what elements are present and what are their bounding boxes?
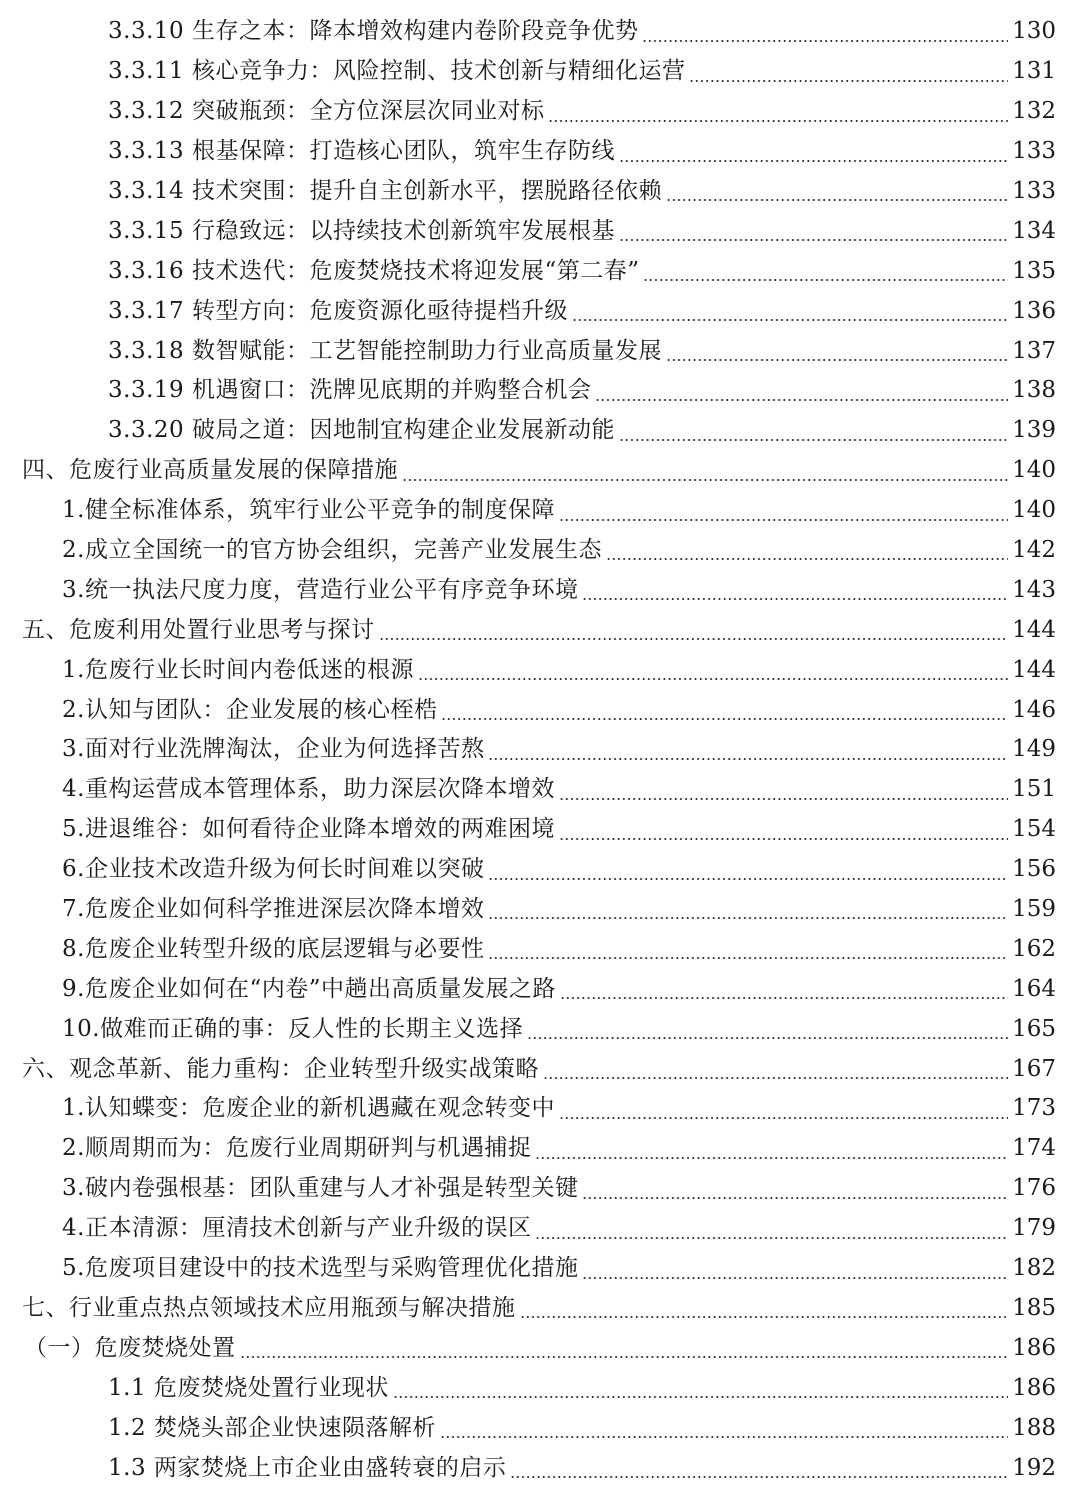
toc-entry[interactable] [0, 491, 1080, 531]
toc-entry-page-number: 133 [1012, 178, 1056, 204]
toc-entry-page-number: 165 [1012, 1015, 1056, 1042]
toc-entry-title: 3.3.11 核心竞争力：风险控制、技术创新与精细化运营 [108, 58, 686, 85]
dot-leader [582, 1277, 1008, 1279]
toc-entry-page-number: 139 [1012, 417, 1056, 444]
dot-leader [619, 160, 1008, 162]
dot-leader [559, 519, 1008, 521]
toc-entry[interactable] [0, 291, 1080, 331]
dot-leader [548, 120, 1008, 122]
toc-entry-page-number: 140 [1012, 497, 1056, 524]
toc-entry[interactable] [0, 890, 1080, 930]
dot-leader [535, 1157, 1008, 1159]
toc-entry-title: 4.正本清源：厘清技术创新与产业升级的误区 [62, 1215, 532, 1242]
toc-entry[interactable] [0, 610, 1080, 650]
toc-entry-title: 3.3.10 生存之本：降本增效构建内卷阶段竞争优势 [108, 18, 639, 45]
toc-entry-title: 3.3.14 技术突围：提升自主创新水平，摆脱路径依赖 [108, 178, 662, 204]
dot-leader [543, 1077, 1008, 1079]
toc-entry-page-number: 143 [1012, 576, 1056, 603]
dot-leader [488, 957, 1008, 959]
toc-entry[interactable] [0, 371, 1080, 411]
toc-entry-title: 9.危废企业如何在“内卷”中趟出高质量发展之路 [62, 975, 556, 1002]
toc-entry-title: 1.健全标准体系，筑牢行业公平竞争的制度保障 [62, 497, 555, 524]
dot-leader [418, 678, 1008, 680]
toc-entry[interactable] [0, 411, 1080, 451]
toc-entry[interactable] [0, 1249, 1080, 1289]
toc-entry[interactable] [0, 1209, 1080, 1249]
toc-entry[interactable] [0, 1129, 1080, 1169]
toc-entry-page-number: 131 [1012, 58, 1056, 85]
toc-entry-page-number: 142 [1012, 537, 1056, 564]
toc-entry-page-number: 146 [1012, 696, 1056, 723]
toc-entry[interactable] [0, 531, 1080, 571]
dot-leader [488, 917, 1008, 919]
dot-leader [560, 997, 1008, 999]
toc-entry-page-number: 179 [1012, 1215, 1056, 1242]
toc-entry[interactable] [0, 730, 1080, 770]
dot-leader [643, 279, 1008, 281]
toc-entry-page-number: 156 [1012, 856, 1056, 883]
dot-leader [402, 479, 1008, 481]
dot-leader [666, 359, 1008, 361]
toc-entry[interactable] [0, 1089, 1080, 1129]
dot-leader [393, 1396, 1008, 1398]
dot-leader [619, 439, 1008, 441]
toc-entry-title: 2.认知与团队：企业发展的核心桎梏 [62, 696, 438, 723]
toc-entry-title: 七、行业重点热点领域技术应用瓶颈与解决措施 [22, 1294, 516, 1321]
toc-entry-title: 3.3.18 数智赋能：工艺智能控制助力行业高质量发展 [108, 337, 662, 364]
toc-entry-page-number: 135 [1012, 257, 1056, 284]
toc-entry-title: 3.3.20 破局之道：因地制宜构建企业发展新动能 [108, 417, 615, 444]
toc-entry-title: 7.危废企业如何科学推进深层次降本增效 [62, 896, 485, 923]
toc-entry-page-number: 130 [1012, 18, 1056, 45]
dot-leader [527, 1037, 1008, 1039]
dot-leader [619, 239, 1008, 241]
dot-leader [582, 598, 1008, 600]
toc-entry[interactable] [0, 1448, 1080, 1488]
dot-leader [642, 40, 1008, 42]
toc-entry[interactable] [0, 929, 1080, 969]
toc-entry[interactable] [0, 1289, 1080, 1329]
toc-entry-title: 2.顺周期而为：危废行业周期研判与机遇捕捉 [62, 1135, 532, 1162]
toc-entry-title: 六、观念革新、能力重构：企业转型升级实战策略 [22, 1055, 539, 1082]
toc-entry-page-number: 186 [1012, 1374, 1056, 1401]
dot-leader [582, 1197, 1008, 1199]
toc-entry-page-number: 144 [1012, 616, 1056, 643]
toc-entry[interactable] [0, 570, 1080, 610]
toc-entry[interactable] [0, 810, 1080, 850]
dot-leader [666, 199, 1008, 201]
toc-entry-page-number: 149 [1012, 736, 1056, 763]
toc-entry[interactable] [0, 1049, 1080, 1089]
dot-leader [595, 399, 1008, 401]
toc-entry-title: 3.3.13 根基保障：打造核心团队，筑牢生存防线 [108, 138, 615, 165]
toc-entry[interactable] [0, 969, 1080, 1009]
toc-entry-page-number: 138 [1012, 377, 1056, 404]
toc-entry-title: 1.危废行业长时间内卷低迷的根源 [62, 656, 414, 683]
toc-entry-page-number: 186 [1012, 1334, 1056, 1361]
toc-entry-page-number: 164 [1012, 975, 1056, 1002]
toc-entry-page-number: 182 [1012, 1255, 1056, 1282]
toc-entry[interactable] [0, 650, 1080, 690]
dot-leader [559, 1117, 1008, 1119]
toc-entry-title: 3.3.16 技术迭代：危废焚烧技术将迎发展“第二春” [108, 257, 640, 284]
dot-leader [572, 319, 1008, 321]
toc-entry-title: 3.面对行业洗牌淘汰，企业为何选择苦熬 [62, 736, 485, 763]
dot-leader [510, 1476, 1008, 1478]
toc-entry-page-number: 134 [1012, 217, 1056, 244]
toc-entry-page-number: 185 [1012, 1294, 1056, 1321]
dot-leader [689, 80, 1008, 82]
toc-entry[interactable] [0, 1328, 1080, 1368]
toc-entry[interactable] [0, 92, 1080, 132]
dot-leader [440, 1436, 1008, 1438]
toc-entry-title: 五、危废利用处置行业思考与探讨 [22, 616, 375, 643]
toc-entry-title: 3.3.12 突破瓶颈：全方位深层次同业对标 [108, 98, 545, 125]
toc-entry[interactable] [0, 132, 1080, 172]
dot-leader [379, 638, 1009, 640]
toc-entry-page-number: 144 [1012, 656, 1056, 683]
toc-entry-page-number: 140 [1012, 457, 1056, 484]
dot-leader [606, 558, 1008, 560]
toc-entry-page-number: 162 [1012, 935, 1056, 962]
toc-entry-title: 8.危废企业转型升级的底层逻辑与必要性 [62, 935, 485, 962]
toc-entry-page-number: 132 [1012, 98, 1056, 125]
toc-entry-title: 5.进退维谷：如何看待企业降本增效的两难困境 [62, 816, 555, 843]
toc-entry[interactable] [0, 1009, 1080, 1049]
dot-leader [559, 838, 1008, 840]
toc-entry-page-number: 176 [1012, 1175, 1056, 1202]
toc-entry-page-number: 173 [1012, 1095, 1056, 1122]
toc-entry-title: 5.危废项目建设中的技术选型与采购管理优化措施 [62, 1255, 579, 1282]
toc-entry-title: 2.成立全国统一的官方协会组织，完善产业发展生态 [62, 537, 602, 564]
dot-leader [535, 1237, 1008, 1239]
toc-entry[interactable] [0, 1169, 1080, 1209]
toc-entry-title: 3.3.17 转型方向：危废资源化亟待提档升级 [108, 297, 568, 324]
toc-entry-page-number: 174 [1012, 1135, 1056, 1162]
toc-entry-title: 4.重构运营成本管理体系，助力深层次降本增效 [62, 776, 555, 803]
toc-entry-title: 1.3 两家焚烧上市企业由盛转衰的启示 [108, 1454, 507, 1481]
toc-entry-title: 1.2 焚烧头部企业快速陨落解析 [108, 1414, 436, 1441]
toc-entry-page-number: 151 [1012, 776, 1056, 803]
toc-entry-title: 10.做难而正确的事：反人性的长期主义选择 [62, 1015, 524, 1042]
toc-entry-title: 3.破内卷强根基：团队重建与人才补强是转型关键 [62, 1175, 579, 1202]
dot-leader [559, 798, 1008, 800]
dot-leader [520, 1316, 1009, 1318]
dot-leader [488, 878, 1008, 880]
dot-leader [441, 718, 1008, 720]
toc-entry[interactable] [0, 211, 1080, 251]
toc-entry[interactable] [0, 850, 1080, 890]
toc-entry[interactable] [0, 251, 1080, 291]
toc-entry-title: 3.3.15 行稳致远：以持续技术创新筑牢发展根基 [108, 217, 615, 244]
toc-entry[interactable] [0, 770, 1080, 810]
toc-entry-page-number: 136 [1012, 297, 1056, 324]
toc-entry-page-number: 159 [1012, 896, 1056, 923]
toc-entry[interactable] [0, 451, 1080, 491]
toc-entry[interactable] [0, 1408, 1080, 1448]
toc-entry-title: （一）危废焚烧处置 [24, 1334, 236, 1361]
toc-entry-page-number: 133 [1012, 138, 1056, 165]
toc-entry-title: 3.3.19 机遇窗口：洗牌见底期的并购整合机会 [108, 377, 592, 404]
toc-entry[interactable] [0, 12, 1080, 52]
toc-entry-title: 1.认知蝶变：危废企业的新机遇藏在观念转变中 [62, 1095, 555, 1122]
toc-entry-page-number: 167 [1012, 1055, 1056, 1082]
toc-entry[interactable] [0, 690, 1080, 730]
dot-leader [240, 1356, 1009, 1358]
toc-entry-page-number: 137 [1012, 337, 1056, 364]
table-of-contents [0, 12, 1080, 1488]
toc-entry-title: 四、危废行业高质量发展的保障措施 [22, 457, 398, 484]
toc-entry-page-number: 154 [1012, 816, 1056, 843]
dot-leader [488, 758, 1008, 760]
toc-entry[interactable] [0, 172, 1080, 212]
toc-entry[interactable] [0, 1368, 1080, 1408]
toc-entry-title: 6.企业技术改造升级为何长时间难以突破 [62, 856, 485, 883]
toc-entry-title: 3.统一执法尺度力度，营造行业公平有序竞争环境 [62, 576, 579, 603]
toc-entry-page-number: 192 [1012, 1454, 1056, 1481]
toc-entry[interactable] [0, 52, 1080, 92]
toc-entry-page-number: 188 [1012, 1414, 1056, 1441]
toc-entry-title: 1.1 危废焚烧处置行业现状 [108, 1374, 389, 1401]
toc-entry[interactable] [0, 331, 1080, 371]
